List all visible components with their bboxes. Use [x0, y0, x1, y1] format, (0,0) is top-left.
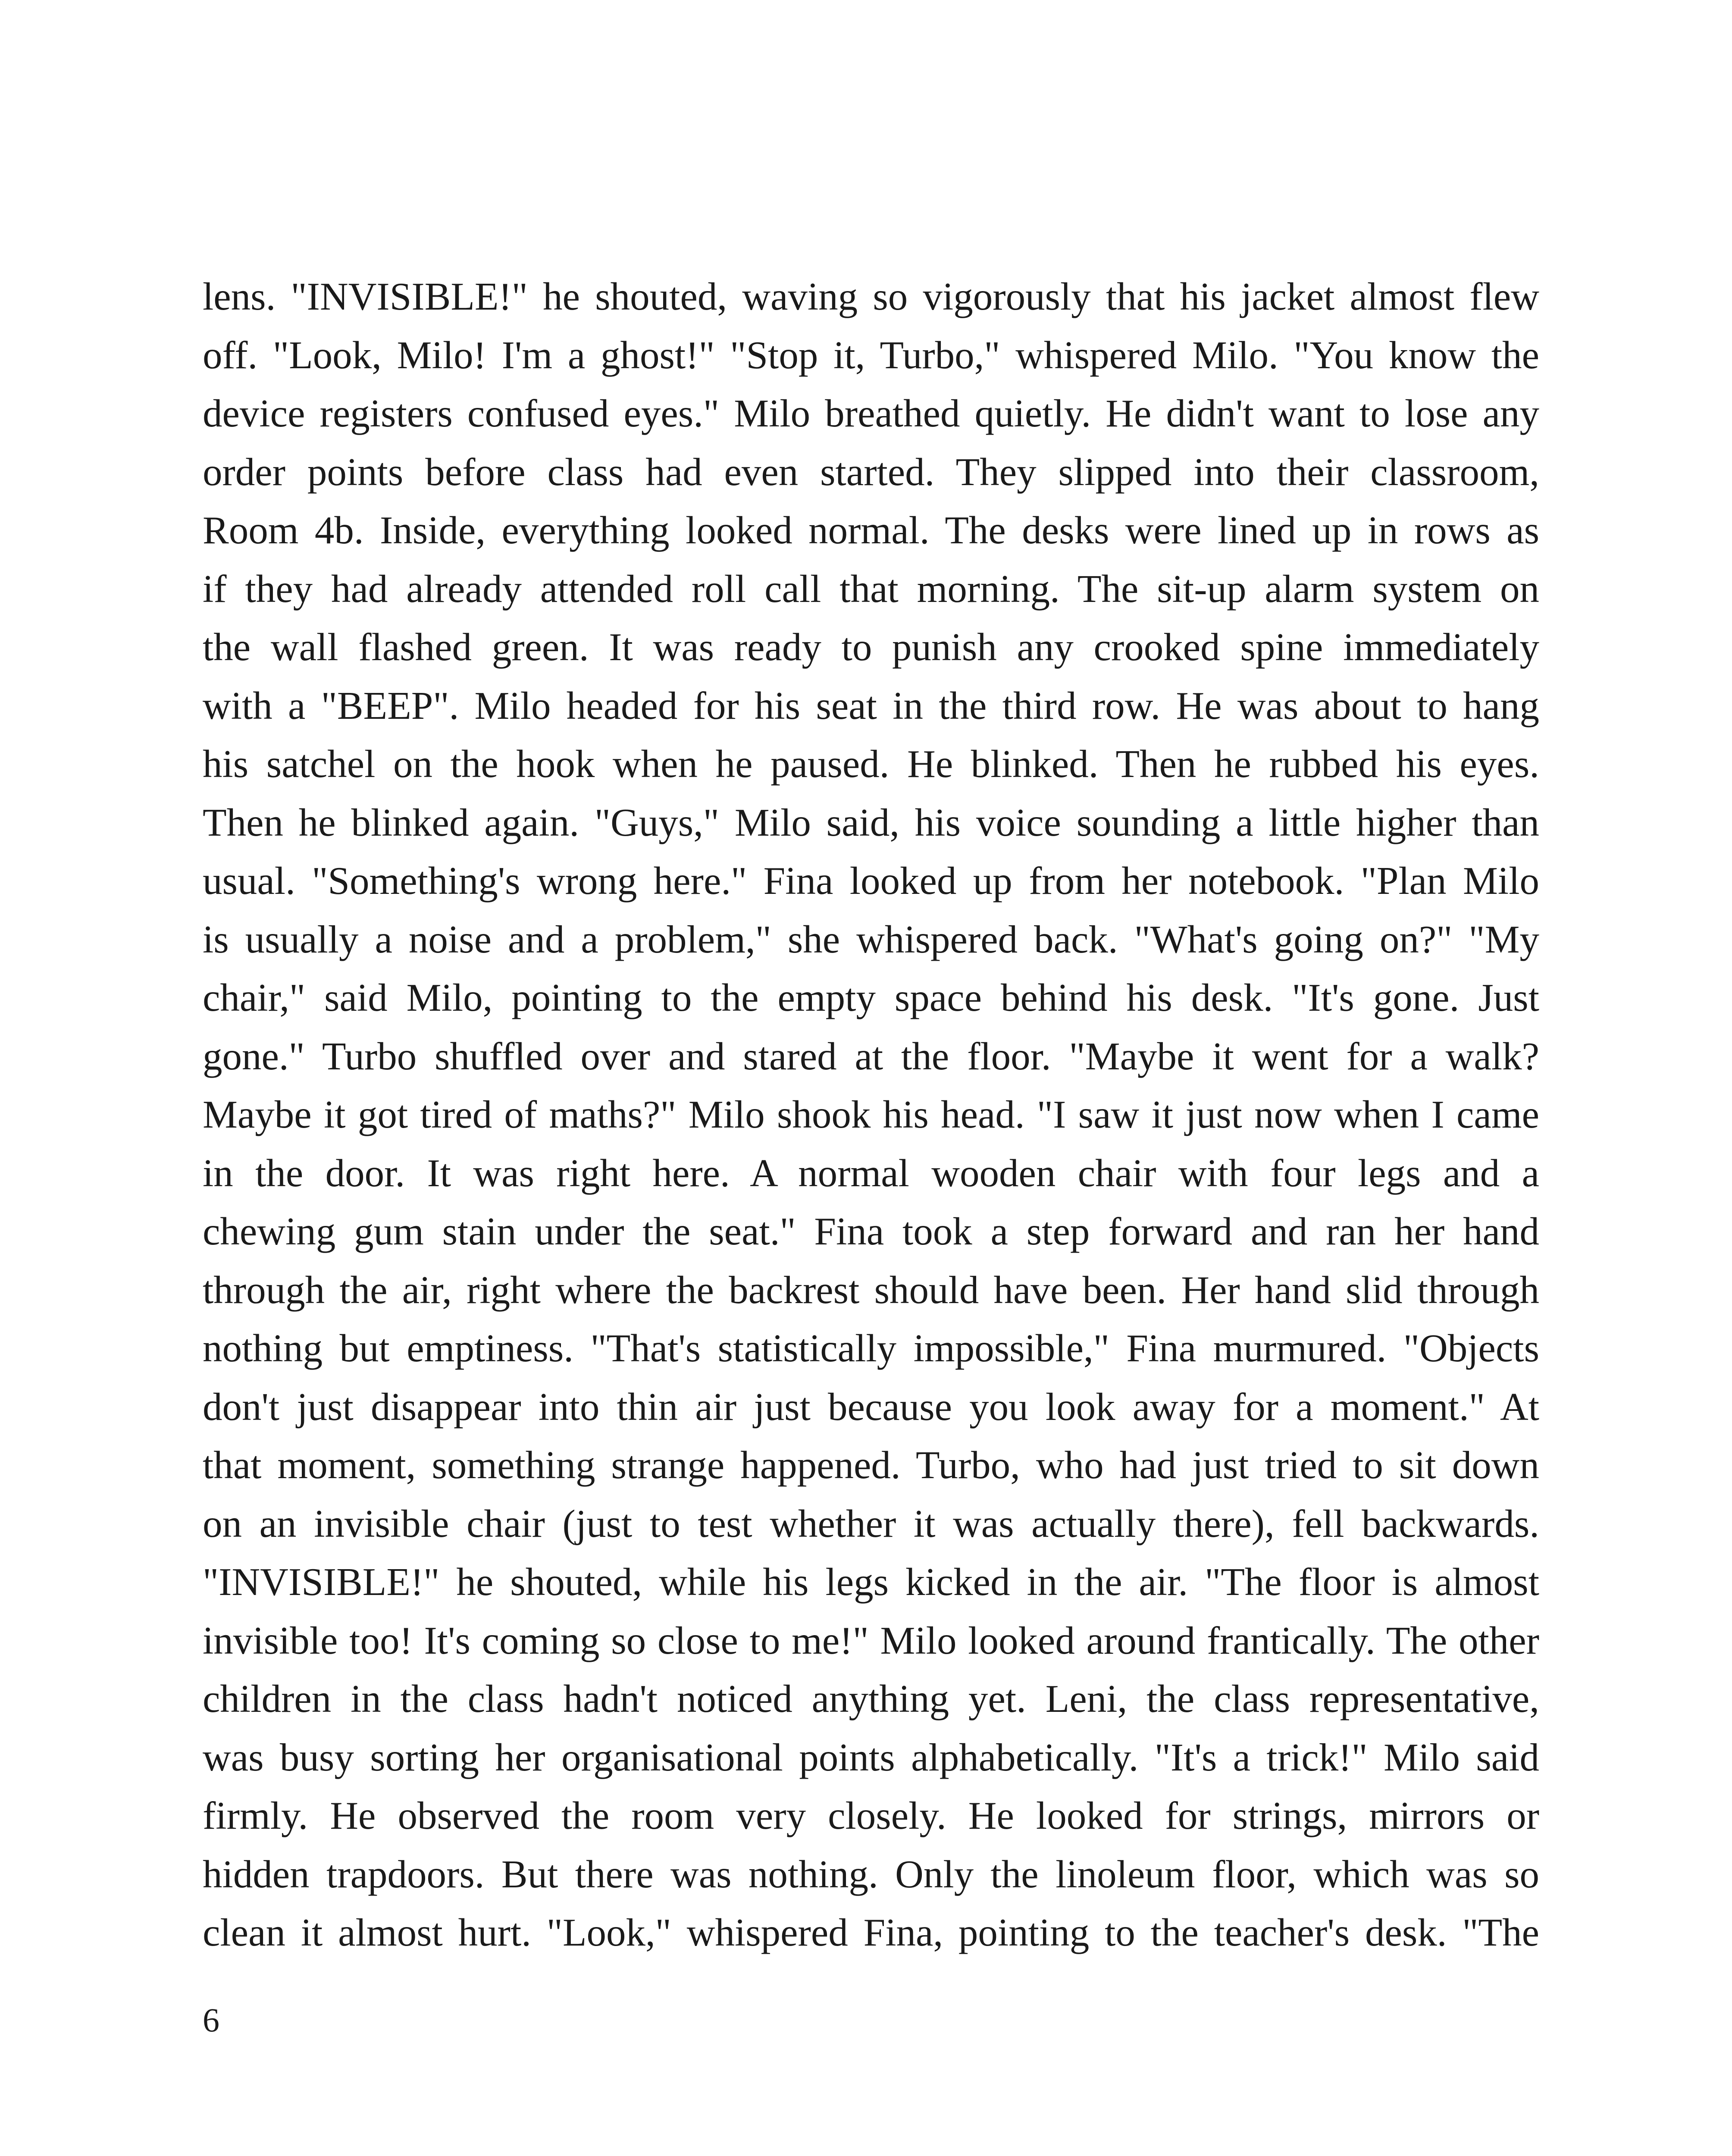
- text-line: with a "BEEP". Milo headed for his seat in the third row. He was about to hang: [203, 683, 1539, 727]
- text-line: the wall flashed green. It was ready to punish any crooked spine immediately: [203, 625, 1539, 669]
- text-line: order points before class had even started. They slipped into their classroom,: [203, 450, 1539, 494]
- text-line: nothing but emptiness. "That's statistically impossible," Fina murmured. "Objects: [203, 1326, 1539, 1370]
- text-line: invisible too! It's coming so close to me!" Milo looked around frantically. The other: [203, 1618, 1539, 1662]
- text-line: children in the class hadn't noticed anything yet. Leni, the class representative,: [203, 1677, 1539, 1720]
- text-line: don't just disappear into thin air just because you look away for a moment." At: [203, 1385, 1539, 1429]
- text-line: firmly. He observed the room very closely. He looked for strings, mirrors or: [203, 1794, 1539, 1837]
- text-line: if they had already attended roll call that morning. The sit-up alarm system on: [203, 567, 1539, 611]
- body-text: [203, 267, 1539, 1962]
- text-line: gone." Turbo shuffled over and stared at the floor. "Maybe it went for a walk?: [203, 1034, 1539, 1078]
- text-line: Maybe it got tired of maths?" Milo shook his head. "I saw it just now when I came: [203, 1093, 1539, 1136]
- text-line: chair," said Milo, pointing to the empty space behind his desk. "It's gone. Just: [203, 976, 1539, 1019]
- text-line: in the door. It was right here. A normal wooden chair with four legs and a: [203, 1151, 1539, 1195]
- text-line: that moment, something strange happened. Turbo, who had just tried to sit down: [203, 1443, 1539, 1487]
- text-line: "INVISIBLE!" he shouted, while his legs kicked in the air. "The floor is almost: [203, 1560, 1539, 1604]
- text-line: usual. "Something's wrong here." Fina looked up from her notebook. "Plan Milo: [203, 859, 1539, 903]
- text-line: on an invisible chair (just to test whether it was actually there), fell backwards.: [203, 1501, 1539, 1545]
- text-line: his satchel on the hook when he paused. He blinked. Then he rubbed his eyes.: [203, 742, 1539, 786]
- text-line: Then he blinked again. "Guys," Milo said, his voice sounding a little higher than: [203, 800, 1539, 844]
- text-line: was busy sorting her organisational points alphabetically. "It's a trick!" Milo said: [203, 1735, 1539, 1779]
- page-number: 6: [203, 2001, 219, 2039]
- text-line: lens. "INVISIBLE!" he shouted, waving so vigorously that his jacket almost flew: [203, 275, 1539, 318]
- text-line: is usually a noise and a problem," she whispered back. "What's going on?" "My: [203, 917, 1539, 961]
- text-line: device registers confused eyes." Milo breathed quietly. He didn't want to lose any: [203, 392, 1539, 435]
- text-line: chewing gum stain under the seat." Fina took a step forward and ran her hand: [203, 1210, 1539, 1253]
- text-line: off. "Look, Milo! I'm a ghost!" "Stop it, Turbo," whispered Milo. "You know the: [203, 333, 1539, 377]
- text-line: hidden trapdoors. But there was nothing. Only the linoleum floor, which was so: [203, 1852, 1539, 1896]
- text-line: clean it almost hurt. "Look," whispered Fina, pointing to the teacher's desk. "The: [203, 1911, 1539, 1954]
- text-line: Room 4b. Inside, everything looked normal. The desks were lined up in rows as: [203, 508, 1539, 552]
- text-line: through the air, right where the backrest should have been. Her hand slid through: [203, 1268, 1539, 1312]
